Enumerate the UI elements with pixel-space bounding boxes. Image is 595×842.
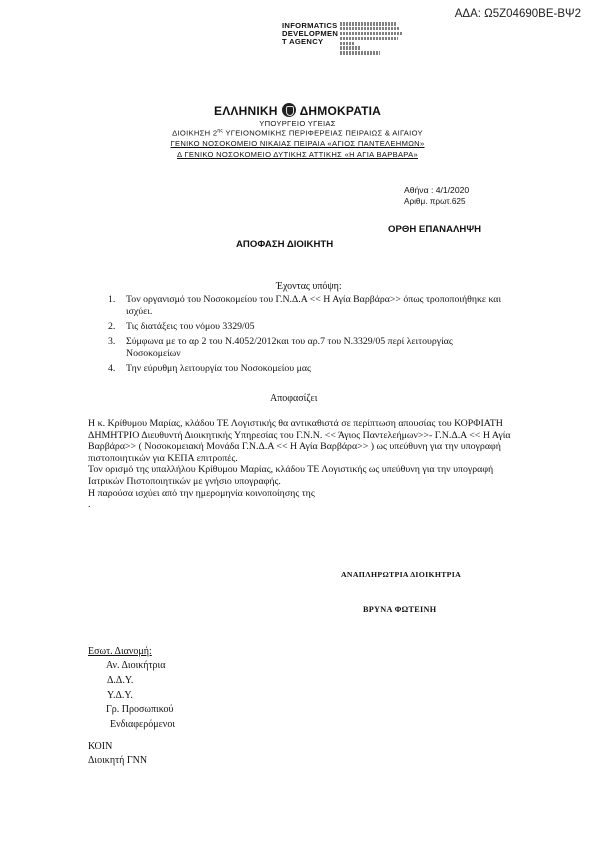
republic-title-left: ΕΛΛΗΝΙΚΗ [213, 104, 278, 118]
greek-coat-of-arms-icon [282, 103, 296, 117]
decides-heading: Αποφασίζει [270, 393, 318, 404]
list-item: Γρ. Προσωπικού [106, 704, 174, 716]
stamp-fine-print [340, 22, 402, 56]
decision-paragraph-1: Η κ. Κρίθυμου Μαρίας, κλάδου ΤΕ Λογιστικής θα αντικαθιστά σε περίπτωση απουσίας του ΚΟΡΦΙΑΤΗ ΔΗΜΗΤΡΙΟ Διευθυντή Διοικητικής Υπηρεσίας του Γ.Ν.Ν. << Άγιος Παντελεήμων>>- Γ.Ν.Δ.Α << Η Αγία Βαρβάρα>> ( Νοσοκομειακή Μονάδα Γ.Ν.Δ.Α << Η Αγία Βαρβάρα>> ) ως υπεύθυνη για την υπογραφή πιστοποιητικών για ΚΕΠΑ επιτροπές. [88, 418, 511, 464]
hospital-line-2: Δ ΓΕΝΙΚΟ ΝΟΣΟΚΟΜΕΙΟ ΔΥΤΙΚΗΣ ΑΤΤΙΚΗΣ «Η ΑΓΙΑ ΒΑΡΒΑΡΑ» [177, 150, 418, 159]
list-item: Δ.Δ.Υ. [107, 674, 134, 686]
protocol-number: Αριθμ. πρωτ.625 [404, 197, 466, 206]
hospital-line-1: ΓΕΝΙΚΟ ΝΟΣΟΚΟΜΕΙΟ ΝΙΚΑΙΑΣ ΠΕΙΡΑΙΑ «ΑΓΙΟΣ ΠΑΝΤΕΛΕΗΜΩΝ» [170, 139, 425, 148]
signatory-role: ΑΝΑΠΛΗΡΩΤΡΙΑ ΔΙΟΙΚΗΤΡΙΑ [341, 570, 462, 579]
digital-signature-stamp [282, 22, 402, 62]
correct-repetition-label: ΟΡΘΗ ΕΠΑΝΑΛΗΨΗ [388, 224, 482, 235]
ada-code: ΑΔΑ: Ω5Ζ04690ΒΕ-ΒΨ2 [454, 8, 581, 20]
stamp-agency-text: INFORMATICS DEVELOPMEN T AGENCY [282, 21, 339, 47]
list-item: Αν. Διοικήτρια [106, 660, 166, 671]
decision-paragraph-3: Η παρούσα ισχύει από την ημερομηνία κοινοποίησης της [88, 487, 315, 499]
decision-paragraph-2: Τον ορισμό της υπαλλήλου Κρίθυμου Μαρίας, κλάδου ΤΕ Λογιστικής ως υπεύθυνη για την υπογραφή Ιατρικών Πιστοποιητικών με γνήσιο υπογραφής. [88, 464, 494, 487]
list-item: Υ.Δ.Υ. [107, 689, 133, 701]
republic-title-right: ΔΗΜΟΚΡΑΤΙΑ [299, 104, 382, 118]
decision-paragraph-4: . [88, 499, 91, 511]
list-item: 2. Τις διατάξεις του νόμου 3329/05 [108, 321, 255, 332]
list-item: 3. Σύμφωνα με το αρ 2 του Ν.4052/2012και του αρ.7 του Ν.3329/05 περί λειτουργίας Νοσοκομείων [108, 336, 453, 359]
decision-body [88, 418, 518, 511]
considering-list [108, 294, 508, 378]
distribution-list [106, 659, 175, 733]
distribution-heading: Εσωτ. Διανομή: [88, 646, 152, 657]
document-title: ΑΠΟΦΑΣΗ ΔΙΟΙΚΗΤΗ [236, 239, 334, 250]
cc-label: ΚΟΙΝ [88, 741, 113, 752]
document-date: Αθήνα : 4/1/2020 [404, 185, 470, 195]
cc-recipient: Διοικητή ΓΝΝ [88, 755, 148, 766]
health-region-line: ΔΙΟΙΚΗΣΗ $2^{\eta\varsigma}$ ΥΓΕΙΟΝΟΜΙΚΗΣ ΠΕΡΙΦΕΡΕΙΑΣ ΠΕΙΡΑΙΩΣ & ΑΙΓΑΙΟΥ [172, 128, 423, 138]
considering-heading: Έχοντας υπόψη: [276, 281, 342, 292]
ministry-line: ΥΠΟΥΡΓΕΙΟ ΥΓΕΙΑΣ [259, 119, 336, 128]
republic-title [0, 103, 595, 118]
signatory-name: ΒΡΥΝΑ ΦΩΤΕΙΝΗ [363, 605, 437, 614]
list-item: Ενδιαφερόμενοι [110, 719, 176, 731]
list-item: 4. Την εύρυθμη λειτουργία του Νοσοκομείου μας [108, 363, 311, 374]
list-item: 1. Τον οργανισμό του Νοσοκομείου του Γ.Ν.Δ.Α << Η Αγία Βαρβάρα>> όπως τροποποιήθηκε και ισχύει. [108, 294, 502, 317]
